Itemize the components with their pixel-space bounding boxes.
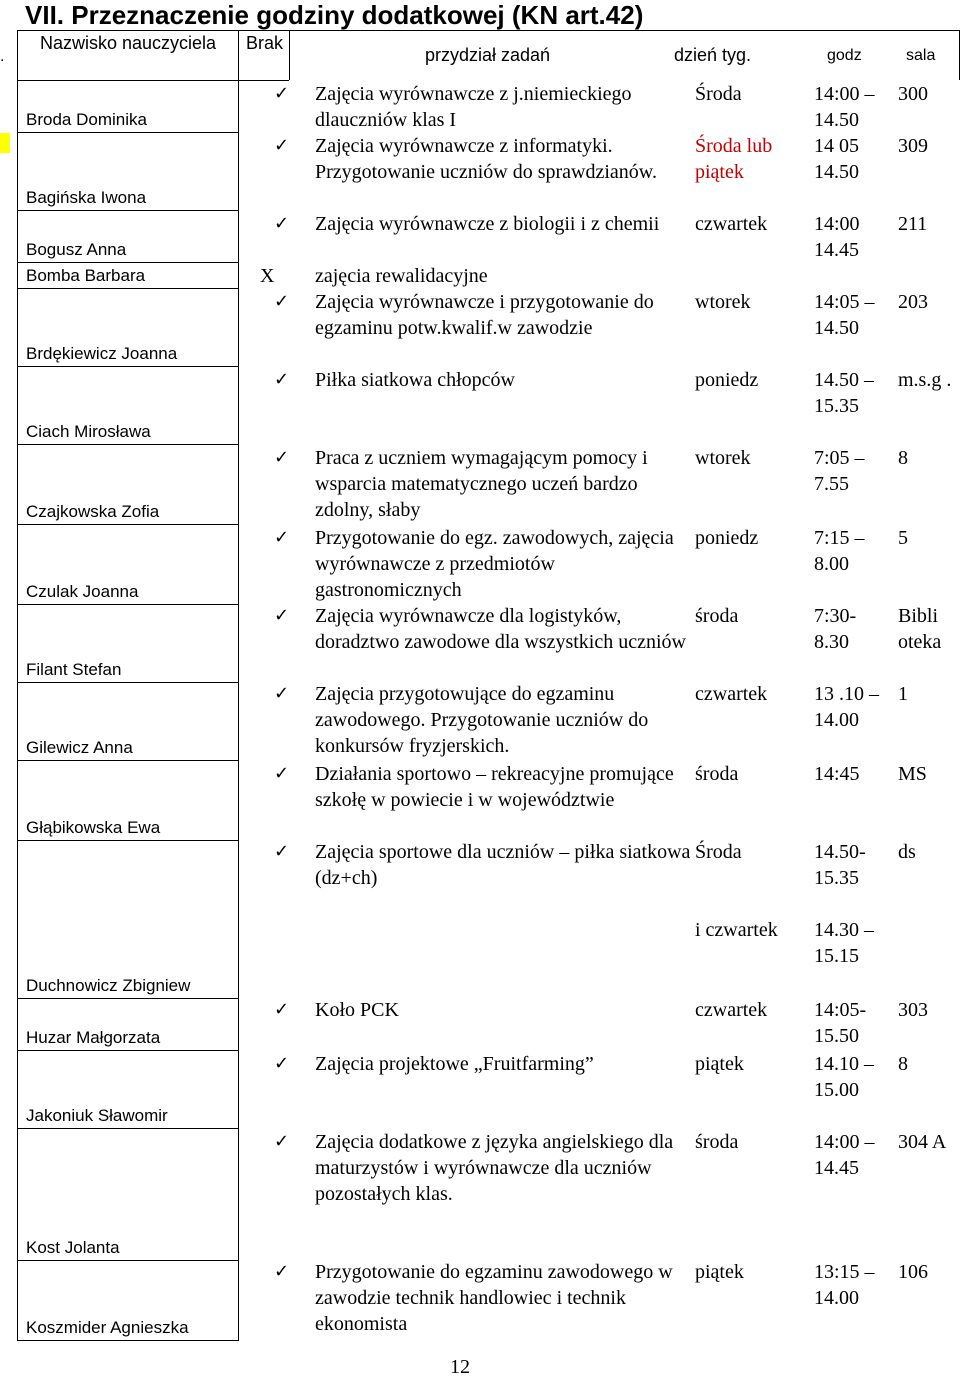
name-row-border [17, 132, 239, 133]
name-row-border [17, 1128, 239, 1129]
left-border [17, 30, 18, 1340]
assignment-task: Koło PCK [315, 999, 399, 1021]
assignment-task: Zajęcia wyrównawcze i przygotowanie do egzaminu potw.kwalif.w zawodzie [315, 291, 654, 339]
assignment-task: Zajęcia wyrównawcze z informatyki. Przygotowanie uczniów do sprawdzianów. [315, 135, 657, 183]
name-row-border [17, 1340, 239, 1341]
assignment-room: 304 A [898, 1131, 947, 1153]
name-row-border [17, 524, 239, 525]
assignment-time: 14 05 14.50 [814, 135, 859, 183]
assignment-task: Zajęcia sportowe dla uczniów – piłka siatkowa (dz+ch) [315, 841, 691, 889]
teacher-name: Huzar Małgorzata [26, 1028, 161, 1047]
check-icon: ✓ [274, 1053, 290, 1074]
teacher-name: Czajkowska Zofia [26, 502, 160, 521]
assignment-day: piątek [695, 1053, 744, 1075]
check-icon: ✓ [274, 1261, 290, 1282]
assignment-day: Środa [695, 83, 742, 105]
assignment-room: 5 [898, 527, 908, 549]
check-icon: ✓ [274, 683, 290, 704]
assignment-task: Działania sportowo – rekreacyjne promujące szkołę w powiecie i w województwie [315, 763, 674, 811]
assignment-room: ds [898, 841, 916, 863]
assignment-time: 7:15 – 8.00 [814, 527, 865, 575]
check-icon: ✓ [274, 213, 290, 234]
name-row-border [17, 1260, 239, 1261]
assignment-task: Zajęcia wyrównawcze dla logistyków, doradztwo zawodowe dla wszystkich uczniów [315, 605, 686, 653]
teacher-name: Kost Jolanta [26, 1238, 120, 1257]
teacher-name: Bomba Barbara [26, 266, 146, 285]
check-icon: ✓ [274, 135, 290, 156]
teacher-name: Bagińska Iwona [26, 188, 147, 207]
assignment-day: poniedz [695, 527, 759, 549]
check-icon: ✓ [274, 1131, 290, 1152]
assignment-room: m.s.g . [898, 369, 952, 391]
header-room: sala [906, 47, 936, 64]
name-row-border [17, 682, 239, 683]
assignment-time: 14:05 – 14.50 [814, 291, 875, 339]
check-icon: ✓ [274, 527, 290, 548]
header-time: godz [827, 47, 862, 64]
assignment-time: 7:30- 8.30 [814, 605, 857, 653]
assignment-room: 211 [898, 213, 928, 235]
assignment-room: Bibli oteka [898, 605, 942, 653]
teacher-name: Bogusz Anna [26, 240, 127, 259]
assignment-room: 300 [898, 83, 928, 105]
name-row-border [17, 840, 239, 841]
teacher-name: Brdękiewicz Joanna [26, 344, 178, 363]
teacher-name: Broda Dominika [26, 110, 147, 129]
page-number: 12 [450, 1356, 470, 1378]
top-border [17, 30, 959, 31]
teacher-name: Gilewicz Anna [26, 738, 133, 757]
assignment-day: poniedz [695, 369, 759, 391]
check-icon: ✓ [274, 999, 290, 1020]
teacher-name: Ciach Mirosława [26, 422, 151, 441]
name-row-border [17, 998, 239, 999]
assignment-task: Przygotowanie do egz. zawodowych, zajęcia wyrównawcze z przedmiotów gastronomicznych [315, 527, 674, 601]
assignment-room: 1 [898, 683, 908, 705]
assignment-time: 14.30 – 15.15 [814, 919, 874, 967]
assignment-room: 8 [898, 1053, 908, 1075]
assignment-task: Zajęcia projektowe „Fruitfarming” [315, 1053, 594, 1075]
x-mark: X [260, 265, 275, 287]
check-icon: ✓ [274, 447, 290, 468]
teacher-name: Głąbikowska Ewa [26, 818, 161, 837]
left-marker: . [0, 48, 5, 65]
assignment-room: MS [898, 763, 927, 785]
assignment-time: 14:00 14.45 [814, 213, 860, 261]
assignment-day: środa [695, 1131, 739, 1153]
assignment-time: 14:00 – 14.45 [814, 1131, 875, 1179]
teacher-name: Filant Stefan [26, 660, 122, 679]
assignment-day: wtorek [695, 447, 751, 469]
name-row-border [17, 444, 239, 445]
assignment-time: 7:05 – 7.55 [814, 447, 865, 495]
assignment-time: 14:05- 15.50 [814, 999, 867, 1047]
assignment-day: Środa lub piątek [695, 135, 773, 183]
assignment-task: Zajęcia dodatkowe z języka angielskiego dla maturzystów i wyrównawcze dla uczniów pozostałych klas. [315, 1131, 674, 1205]
header-day: dzień tyg. [674, 45, 752, 65]
header-task: przydział zadań [425, 45, 551, 65]
assignment-day: czwartek [695, 999, 768, 1021]
teacher-name: Czulak Joanna [26, 582, 139, 601]
assignment-room: 303 [898, 999, 928, 1021]
teacher-name: Koszmider Agnieszka [26, 1318, 189, 1337]
assignment-task: Zajęcia przygotowujące do egzaminu zawodowego. Przygotowanie uczniów do konkursów fryzjerskich. [315, 683, 649, 757]
teacher-name: Duchnowicz Zbigniew [26, 976, 191, 995]
header-name: Nazwisko nauczyciela [39, 33, 217, 53]
name-row-border [17, 288, 239, 289]
check-icon: ✓ [274, 369, 290, 390]
section-title: VII. Przeznaczenie godziny dodatkowej (KN art.42) [25, 0, 644, 30]
assignment-time: 14:45 [814, 763, 860, 785]
assignment-day: czwartek [695, 213, 768, 235]
check-icon: ✓ [274, 841, 290, 862]
assignment-day: wtorek [695, 291, 751, 313]
assignment-time: 13:15 – 14.00 [814, 1261, 875, 1309]
assignment-day: środa [695, 763, 739, 785]
check-icon: ✓ [274, 291, 290, 312]
assignment-day: czwartek [695, 683, 768, 705]
name-col-border [238, 30, 239, 1340]
check-icon: ✓ [274, 763, 290, 784]
assignment-time: 13 .10 – 14.00 [814, 683, 879, 731]
assignment-time: 14.50- 15.35 [814, 841, 866, 889]
assignment-task: Przygotowanie do egzaminu zawodowego w zawodzie technik handlowiec i technik ekonomista [315, 1261, 673, 1335]
assignment-task: Zajęcia wyrównawcze z biologii i z chemii [315, 213, 660, 235]
assignment-day: piątek [695, 1261, 744, 1283]
name-row-border [17, 210, 239, 211]
check-icon: ✓ [274, 605, 290, 626]
name-row-border [17, 262, 239, 263]
assignment-room: 309 [898, 135, 928, 157]
name-row-border [17, 604, 239, 605]
assignment-room: 106 [898, 1261, 928, 1283]
assignment-day: Środa [695, 841, 742, 863]
assignment-task: Zajęcia wyrównawcze z j.niemieckiego dlauczniów klas I [315, 83, 632, 131]
check-icon: ✓ [274, 83, 290, 104]
assignment-time: 14.50 – 15.35 [814, 369, 874, 417]
name-row-border [17, 760, 239, 761]
teacher-name: Jakoniuk Sławomir [26, 1106, 168, 1125]
assignment-task: Piłka siatkowa chłopców [315, 369, 515, 391]
assignment-task: zajęcia rewalidacyjne [315, 265, 488, 287]
assignments-area [248, 81, 959, 1343]
assignment-time: 14:00 – 14.50 [814, 83, 875, 131]
name-row-border [17, 1050, 239, 1051]
assignment-time: 14.10 – 15.00 [814, 1053, 874, 1101]
header-brak: Brak [246, 33, 284, 53]
assignment-day: środa [695, 605, 739, 627]
assignment-task: Praca z uczniem wymagającym pomocy i wsparcia matematycznego uczeń bardzo zdolny, słaby [315, 447, 648, 521]
name-row-border [17, 366, 239, 367]
highlight-mark [0, 133, 10, 153]
assignment-room: 203 [898, 291, 928, 313]
assignment-day: i czwartek [695, 919, 778, 941]
assignment-room: 8 [898, 447, 908, 469]
